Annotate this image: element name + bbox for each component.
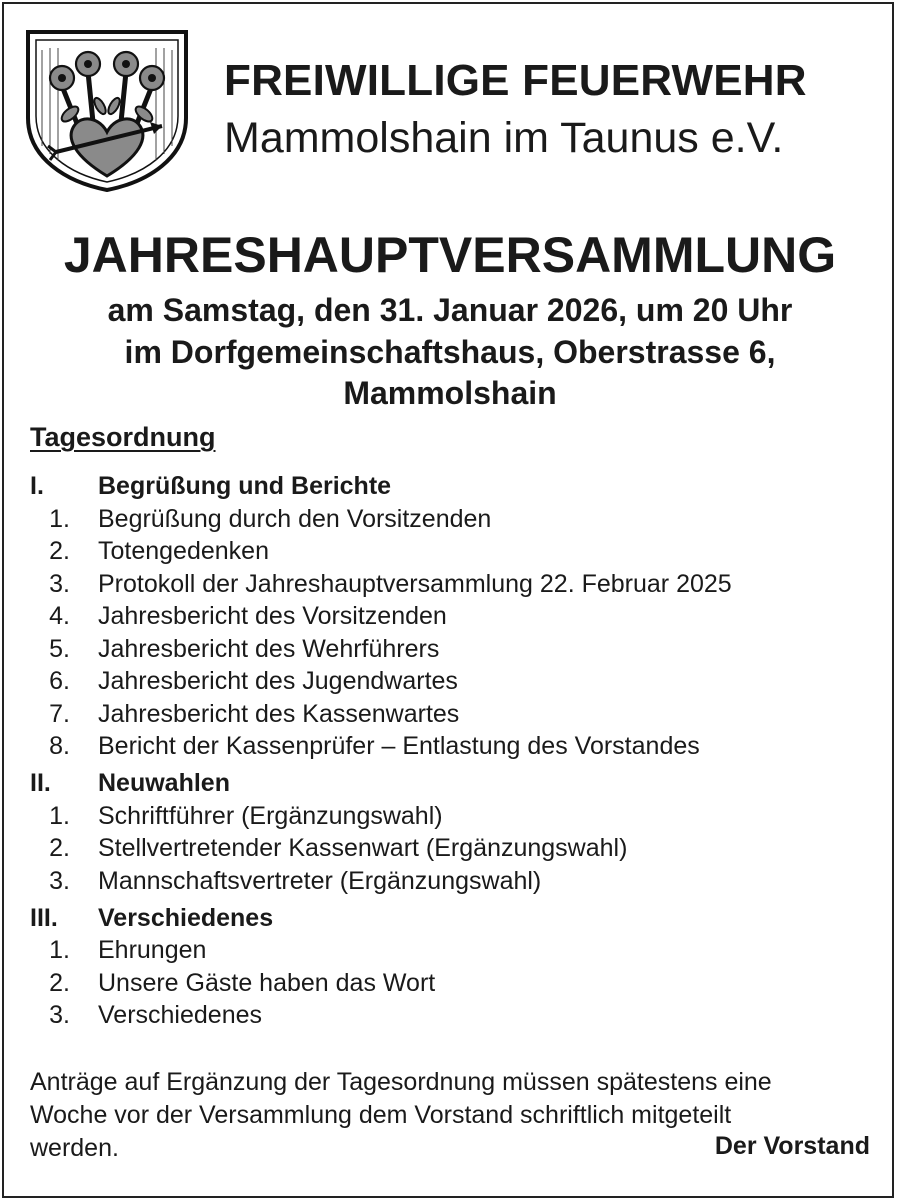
meeting-venue: im Dorfgemeinschaftshaus, Oberstrasse 6, bbox=[124, 334, 776, 370]
item-number: 2. bbox=[49, 968, 70, 997]
item-text: Totengedenken bbox=[98, 537, 269, 566]
section-title: Verschiedenes bbox=[98, 903, 274, 932]
footnote-line: Woche vor der Versammlung dem Vorstand schriftlich mitgeteilt bbox=[30, 1101, 732, 1129]
meeting-town: Mammolshain bbox=[343, 375, 557, 411]
agenda-heading: Tagesordnung bbox=[30, 422, 216, 452]
signature: Der Vorstand bbox=[714, 1132, 870, 1160]
item-text: Jahresbericht des Wehrführers bbox=[98, 634, 440, 663]
item-number: 5. bbox=[49, 634, 70, 663]
item-number: 3. bbox=[49, 569, 70, 598]
item-text: Mannschaftsvertreter (Ergänzungswahl) bbox=[98, 866, 542, 895]
item-number: 1. bbox=[49, 504, 70, 533]
agenda-section-1 bbox=[30, 470, 870, 763]
list-item bbox=[30, 568, 870, 601]
item-number: 2. bbox=[49, 834, 70, 863]
section-numeral: III. bbox=[30, 903, 58, 932]
item-text: Ehrungen bbox=[98, 936, 207, 965]
list-item bbox=[30, 698, 870, 731]
list-item bbox=[30, 935, 870, 968]
item-text: Jahresbericht des Vorsitzenden bbox=[98, 602, 447, 631]
list-item bbox=[30, 865, 870, 898]
item-number: 1. bbox=[49, 936, 70, 965]
footnote-line: werden. bbox=[30, 1134, 119, 1162]
list-item bbox=[30, 833, 870, 866]
item-number: 8. bbox=[49, 732, 70, 761]
list-item bbox=[30, 1000, 870, 1033]
list-item bbox=[30, 800, 870, 833]
item-text: Protokoll der Jahreshauptversammlung 22. Februar 2025 bbox=[98, 569, 732, 598]
item-number: 6. bbox=[49, 667, 70, 696]
agenda-list bbox=[30, 470, 870, 1036]
section-header bbox=[30, 470, 870, 503]
agenda-section-2 bbox=[30, 767, 870, 898]
item-number: 7. bbox=[49, 699, 70, 728]
item-text: Bericht der Kassenprüfer – Entlastung des Vorstandes bbox=[98, 732, 700, 761]
item-text: Unsere Gäste haben das Wort bbox=[98, 968, 436, 997]
section-title: Neuwahlen bbox=[98, 769, 230, 797]
footnote-line: Anträge auf Ergänzung der Tagesordnung müssen spätestens eine bbox=[30, 1068, 772, 1096]
item-text: Stellvertretender Kassenwart (Ergänzungswahl) bbox=[98, 834, 628, 863]
item-number: 3. bbox=[49, 866, 70, 895]
list-item bbox=[30, 633, 870, 666]
item-number: 3. bbox=[49, 1001, 70, 1030]
notice-title: JAHRESHAUPTVERSAMMLUNG bbox=[63, 227, 837, 283]
item-text: Begrüßung durch den Vorsitzenden bbox=[98, 504, 492, 533]
list-item bbox=[30, 731, 870, 764]
item-number: 2. bbox=[49, 537, 70, 566]
section-numeral: I. bbox=[30, 472, 44, 500]
meeting-date: am Samstag, den 31. Januar 2026, um 20 Uhr bbox=[107, 292, 793, 328]
coat-of-arms-icon bbox=[22, 26, 192, 194]
section-header bbox=[30, 767, 870, 800]
list-item bbox=[30, 666, 870, 699]
list-item bbox=[30, 503, 870, 536]
item-text: Jahresbericht des Jugendwartes bbox=[98, 667, 458, 696]
agenda-section-3 bbox=[30, 902, 870, 1033]
section-title: Begrüßung und Berichte bbox=[98, 472, 392, 500]
section-numeral: II. bbox=[30, 769, 51, 797]
item-number: 1. bbox=[49, 801, 70, 830]
list-item bbox=[30, 536, 870, 569]
item-text: Schriftführer (Ergänzungswahl) bbox=[98, 801, 443, 830]
item-text: Verschiedenes bbox=[98, 1001, 263, 1030]
item-text: Jahresbericht des Kassenwartes bbox=[98, 699, 460, 728]
organization-name: FREIWILLIGE FEUERWEHR bbox=[224, 56, 807, 105]
section-header bbox=[30, 902, 870, 935]
item-number: 4. bbox=[49, 602, 70, 631]
list-item bbox=[30, 967, 870, 1000]
list-item bbox=[30, 601, 870, 634]
organization-location: Mammolshain im Taunus e.V. bbox=[224, 114, 784, 162]
